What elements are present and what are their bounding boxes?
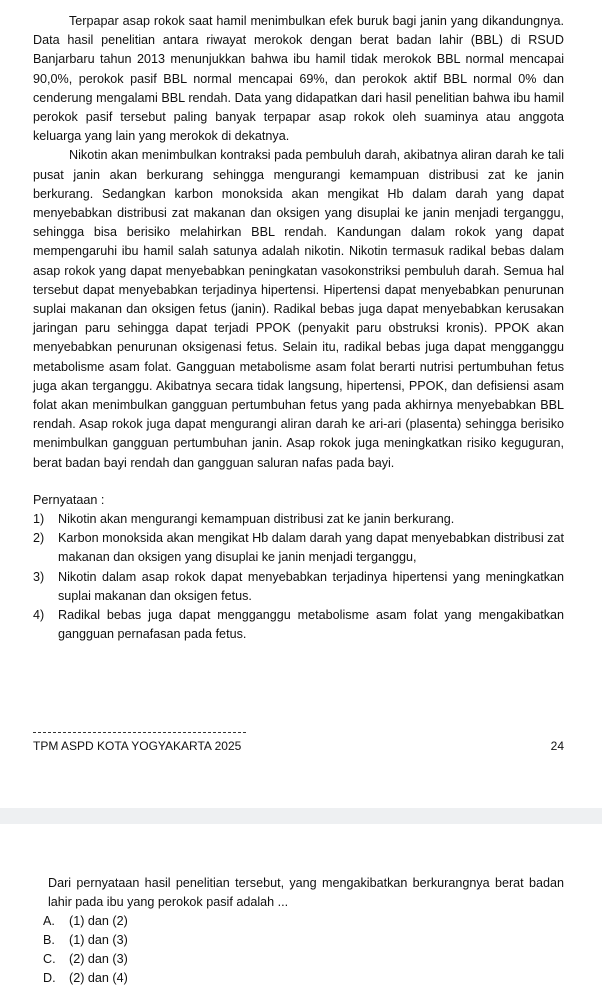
option-c[interactable] bbox=[43, 950, 128, 969]
passage-paragraph-1: Terpapar asap rokok saat hamil menimbulkan efek buruk bagi janin yang dikandungnya. Data hasil penelitian antara riwayat merokok dengan berat badan lahir (BBL) di RSUD Banjarbaru tahun 2013 menunjukkan bahwa ibu hamil tidak merokok BBL normal mencapai 90,0%, perokok pasif BBL normal mencapai 69%, dan perokok aktif BBL normal 0% dan cenderung mengalami BBL rendah. Data yang didapatkan dari hasil penelitian bahwa ibu hamil perokok pasif tersebut paling banyak terpapar asap rokok oleh suaminya atau anggota keluarga yang lain yang merokok di dekatnya. bbox=[33, 14, 564, 144]
option-b[interactable] bbox=[43, 931, 128, 950]
option-letter: A. bbox=[43, 914, 55, 928]
option-d[interactable] bbox=[43, 969, 128, 988]
page-25 bbox=[0, 824, 602, 997]
statement-number: 4) bbox=[33, 608, 45, 623]
footer-page-number: 24 bbox=[550, 739, 564, 753]
passage-paragraph-2: Nikotin akan menimbulkan kontraksi pada pembuluh darah, akibatnya aliran darah ke tali pusat janin akan berkurang sehingga mengurangi kemampuan distribusi zat ke janin berkurang. Sedangkan karbon monoksida akan mengikat Hb dalam darah yang dapat menyebabkan distribusi zat makanan dan oksigen yang disuplai ke janin menjadi terganggu, sehingga bisa berisiko melahirkan BBL rendah. Kandungan dalam rokok yang dapat mempengaruhi ibu hamil salah satunya adalah nikotin. Nikotin termasuk radikal bebas dalam asap rokok yang dapat menyebabkan peningkatan vasokonstriksi pembuluh darah. Semua hal tersebut dapat menyebabkan terjadinya hipertensi. Hipertensi dapat menyebabkan penurunan suplai makanan dan oksigen fetus (janin). Radikal bebas juga dapat menyebabkan kerusakan jaringan paru sehingga dapat terjadi PPOK (penyakit paru obstruksi kronis). PPOK akan menyebabkan penurunan oksigenasi fetus. Selain itu, radikal bebas juga dapat mengganggu metabolisme asam folat. Gangguan metabolisme asam folat berarti nutrisi pertumbuhan fetus juga akan terganggu. Akibatnya secara tidak langsung, hipertensi, PPOK, dan defisiensi asam folat akan menimbulkan gangguan pertumbuhan fetus yang pada akhirnya menyebabkan BBL rendah. Asap rokok juga dapat mengurangi aliran darah ke ari-ari (plasenta) sehingga berisiko menimbulkan gangguan pertumbuhan janin. Asap rokok juga meningkatkan risiko keguguran, berat badan bayi rendah dan gangguan saluran nafas pada bayi. bbox=[33, 148, 564, 470]
statement-text: Radikal bebas juga dapat mengganggu metabolisme asam folat yang mengakibatkan gangguan pernafasan pada fetus. bbox=[58, 608, 564, 642]
statement-number: 2) bbox=[33, 531, 45, 546]
statement-number: 1) bbox=[33, 512, 45, 527]
option-text: (2) dan (4) bbox=[69, 971, 128, 985]
statements-title: Pernyataan : bbox=[33, 492, 105, 507]
option-text: (1) dan (2) bbox=[69, 914, 128, 928]
statement-number: 3) bbox=[33, 569, 45, 584]
option-text: (1) dan (3) bbox=[69, 933, 128, 947]
statement-text: Karbon monoksida akan mengikat Hb dalam darah yang dapat menyebabkan distribusi zat makanan dan oksigen yang disuplai ke janin menjadi terganggu, bbox=[58, 531, 564, 565]
option-text: (2) dan (3) bbox=[69, 952, 128, 966]
page-content bbox=[33, 12, 564, 645]
option-letter: B. bbox=[43, 933, 55, 947]
question-text: Dari pernyataan hasil penelitian tersebut, yang mengakibatkan berkurangnya berat badan lahir pada ibu yang perokok pasif adalah ... bbox=[48, 876, 564, 910]
statements-list bbox=[33, 510, 564, 644]
page-footer bbox=[33, 738, 564, 754]
option-a[interactable] bbox=[43, 912, 128, 931]
answer-options bbox=[43, 912, 128, 988]
statement-item bbox=[33, 529, 564, 567]
page-separator bbox=[0, 808, 602, 824]
statement-item bbox=[33, 510, 564, 529]
option-letter: D. bbox=[43, 971, 56, 985]
statement-item bbox=[33, 568, 564, 606]
footer-title: TPM ASPD KOTA YOGYAKARTA 2025 bbox=[33, 739, 242, 753]
footer-divider bbox=[33, 732, 246, 733]
statement-text: Nikotin akan mengurangi kemampuan distribusi zat ke janin berkurang. bbox=[58, 512, 455, 527]
statement-item bbox=[33, 606, 564, 644]
option-letter: C. bbox=[43, 952, 56, 966]
statement-text: Nikotin dalam asap rokok dapat menyebabkan terjadinya hipertensi yang meningkatkan suplai makanan dan oksigen fetus. bbox=[58, 569, 564, 603]
